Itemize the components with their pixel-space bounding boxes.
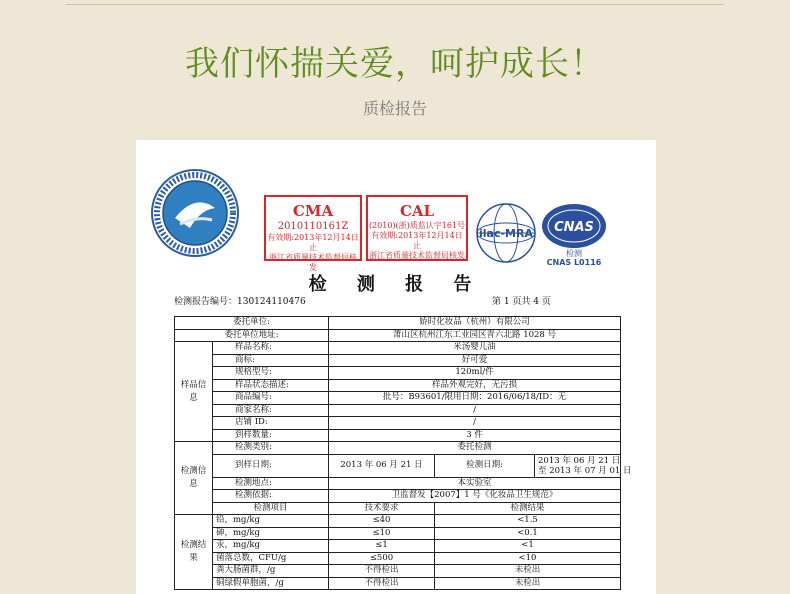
section-subheading: 质检报告 [362,99,427,118]
sample-row-value: 3 件 [329,429,621,442]
result-header-result: 检测结果 [435,502,621,515]
test-date-start: 2013 年 06 月 21 日 [538,455,621,466]
table-row [175,317,621,330]
cal-validity: 有效期:2013年12月14日止 [371,231,463,250]
result-item: 砷，mg/kg [213,527,329,540]
test-info-group: 检测信息 [175,442,213,515]
cal-mark: CAL [399,202,435,220]
ilac-mra-logo-icon [471,200,541,266]
test-type-label: 检测类别: [213,442,329,455]
cma-validity: 有效期:2013年12月14日止 [267,233,359,252]
inspection-report-image [136,140,656,594]
result-value: <1 [435,540,621,553]
cnas-code: CNAS L0116 [546,258,602,267]
cma-authority: 浙江省质量技术监督局核发 [269,253,357,272]
table-row [175,392,621,405]
cnas-sub-text: 检测 [566,249,582,258]
table-row [175,329,621,342]
sample-row-value: / [329,404,621,417]
table-row [175,515,621,528]
table-row [175,577,621,590]
result-requirement: ≤10 [329,527,435,540]
table-row [175,540,621,553]
sample-row-label: 样品名称: [213,342,329,355]
result-requirement: ≤40 [329,515,435,528]
result-header-item: 检测项目 [213,502,329,515]
report-number: 检测报告编号：130124110476 [174,297,306,307]
table-row [175,417,621,430]
result-item: 菌落总数，CFU/g [213,552,329,565]
client-value: 娇时化妆品（杭州）有限公司 [329,317,621,330]
page-headline: 我们怀揣关爱，呵护成长！ [185,44,605,84]
client-label: 委托单位: [175,317,329,330]
test-type-value: 委托检测 [329,442,621,455]
sample-info-group: 样品信息 [175,342,213,442]
table-row [175,404,621,417]
sample-row-value: 好可爱 [329,354,621,367]
location-value: 本实验室 [329,477,621,490]
cal-number: (2010)(浙)质监认字161号 [368,221,466,230]
arrival-date-value: 2013 年 06 月 21 日 [329,454,435,477]
cma-number: 2010110161Z [277,221,349,232]
table-row [175,442,621,455]
sample-row-value: / [329,417,621,430]
sample-row-label: 商标: [213,354,329,367]
test-date-label: 检测日期: [435,454,535,477]
table-row [175,477,621,490]
ilac-mra-text: ilac-MRA [479,227,533,240]
sample-row-value: 批号：B93601/限用日期：2016/06/18/ID：无 [329,392,621,405]
result-header-requirement: 技术要求 [329,502,435,515]
cma-mark: CMA [292,202,334,220]
table-row [175,379,621,392]
table-row [175,354,621,367]
result-value: <10 [435,552,621,565]
result-value: 未检出 [435,577,621,590]
arrival-date-label: 到样日期: [213,454,329,477]
result-item: 铜绿假单胞菌，/g [213,577,329,590]
page-info: 第 1 页共 4 页 [492,297,551,307]
result-item: 铅，mg/kg [213,515,329,528]
result-item: 粪大肠菌群，/g [213,565,329,578]
result-requirement: ≤1 [329,540,435,553]
result-item: 汞，mg/kg [213,540,329,553]
client-address-label: 委托单位地址: [175,329,329,342]
report-table [174,316,632,590]
table-row [175,502,621,515]
result-requirement: 不得检出 [329,565,435,578]
test-date-cell [535,454,632,477]
client-address-value: 萧山区杭州江东工业园区青六北路 1028 号 [329,329,621,342]
result-value: <0.1 [435,527,621,540]
sample-row-value: 样品外观完好，无污损 [329,379,621,392]
test-date-end: 至 2013 年 07 月 01 日 [538,465,632,476]
sample-row-value: 米汤婴儿油 [329,342,621,355]
cnas-logo-icon [538,200,610,266]
cnas-text: CNAS [554,220,594,235]
top-divider [66,4,724,5]
result-requirement: 不得检出 [329,577,435,590]
location-label: 检测地点: [213,477,329,490]
basis-label: 检测依据: [213,490,329,503]
table-row [175,342,621,355]
sample-row-label: 样品状态描述: [213,379,329,392]
cal-authority: 浙江省质量技术监督局核发 [369,251,465,260]
table-row [175,527,621,540]
sample-row-label: 规格型号: [213,367,329,380]
document-title: 检 测 报 告 [308,274,484,295]
table-row [175,367,621,380]
organization-seal-icon [150,168,240,258]
sample-row-label: 到样数量: [213,429,329,442]
result-group: 检测结果 [175,515,213,590]
cal-stamp [366,195,468,261]
result-value: <1.5 [435,515,621,528]
table-row [175,429,621,442]
sample-row-label: 店铺 ID: [213,417,329,430]
result-requirement: ≤500 [329,552,435,565]
basis-value: 卫监督发【2007】1 号《化妆品卫生规范》 [329,490,621,503]
sample-row-label: 商家名称: [213,404,329,417]
cma-stamp [264,195,362,272]
table-row [175,490,621,503]
table-row [175,552,621,565]
table-row [175,565,621,578]
sample-row-value: 120ml/件 [329,367,621,380]
sample-row-label: 商品编号: [213,392,329,405]
table-row [175,454,621,477]
result-value: 未检出 [435,565,621,578]
